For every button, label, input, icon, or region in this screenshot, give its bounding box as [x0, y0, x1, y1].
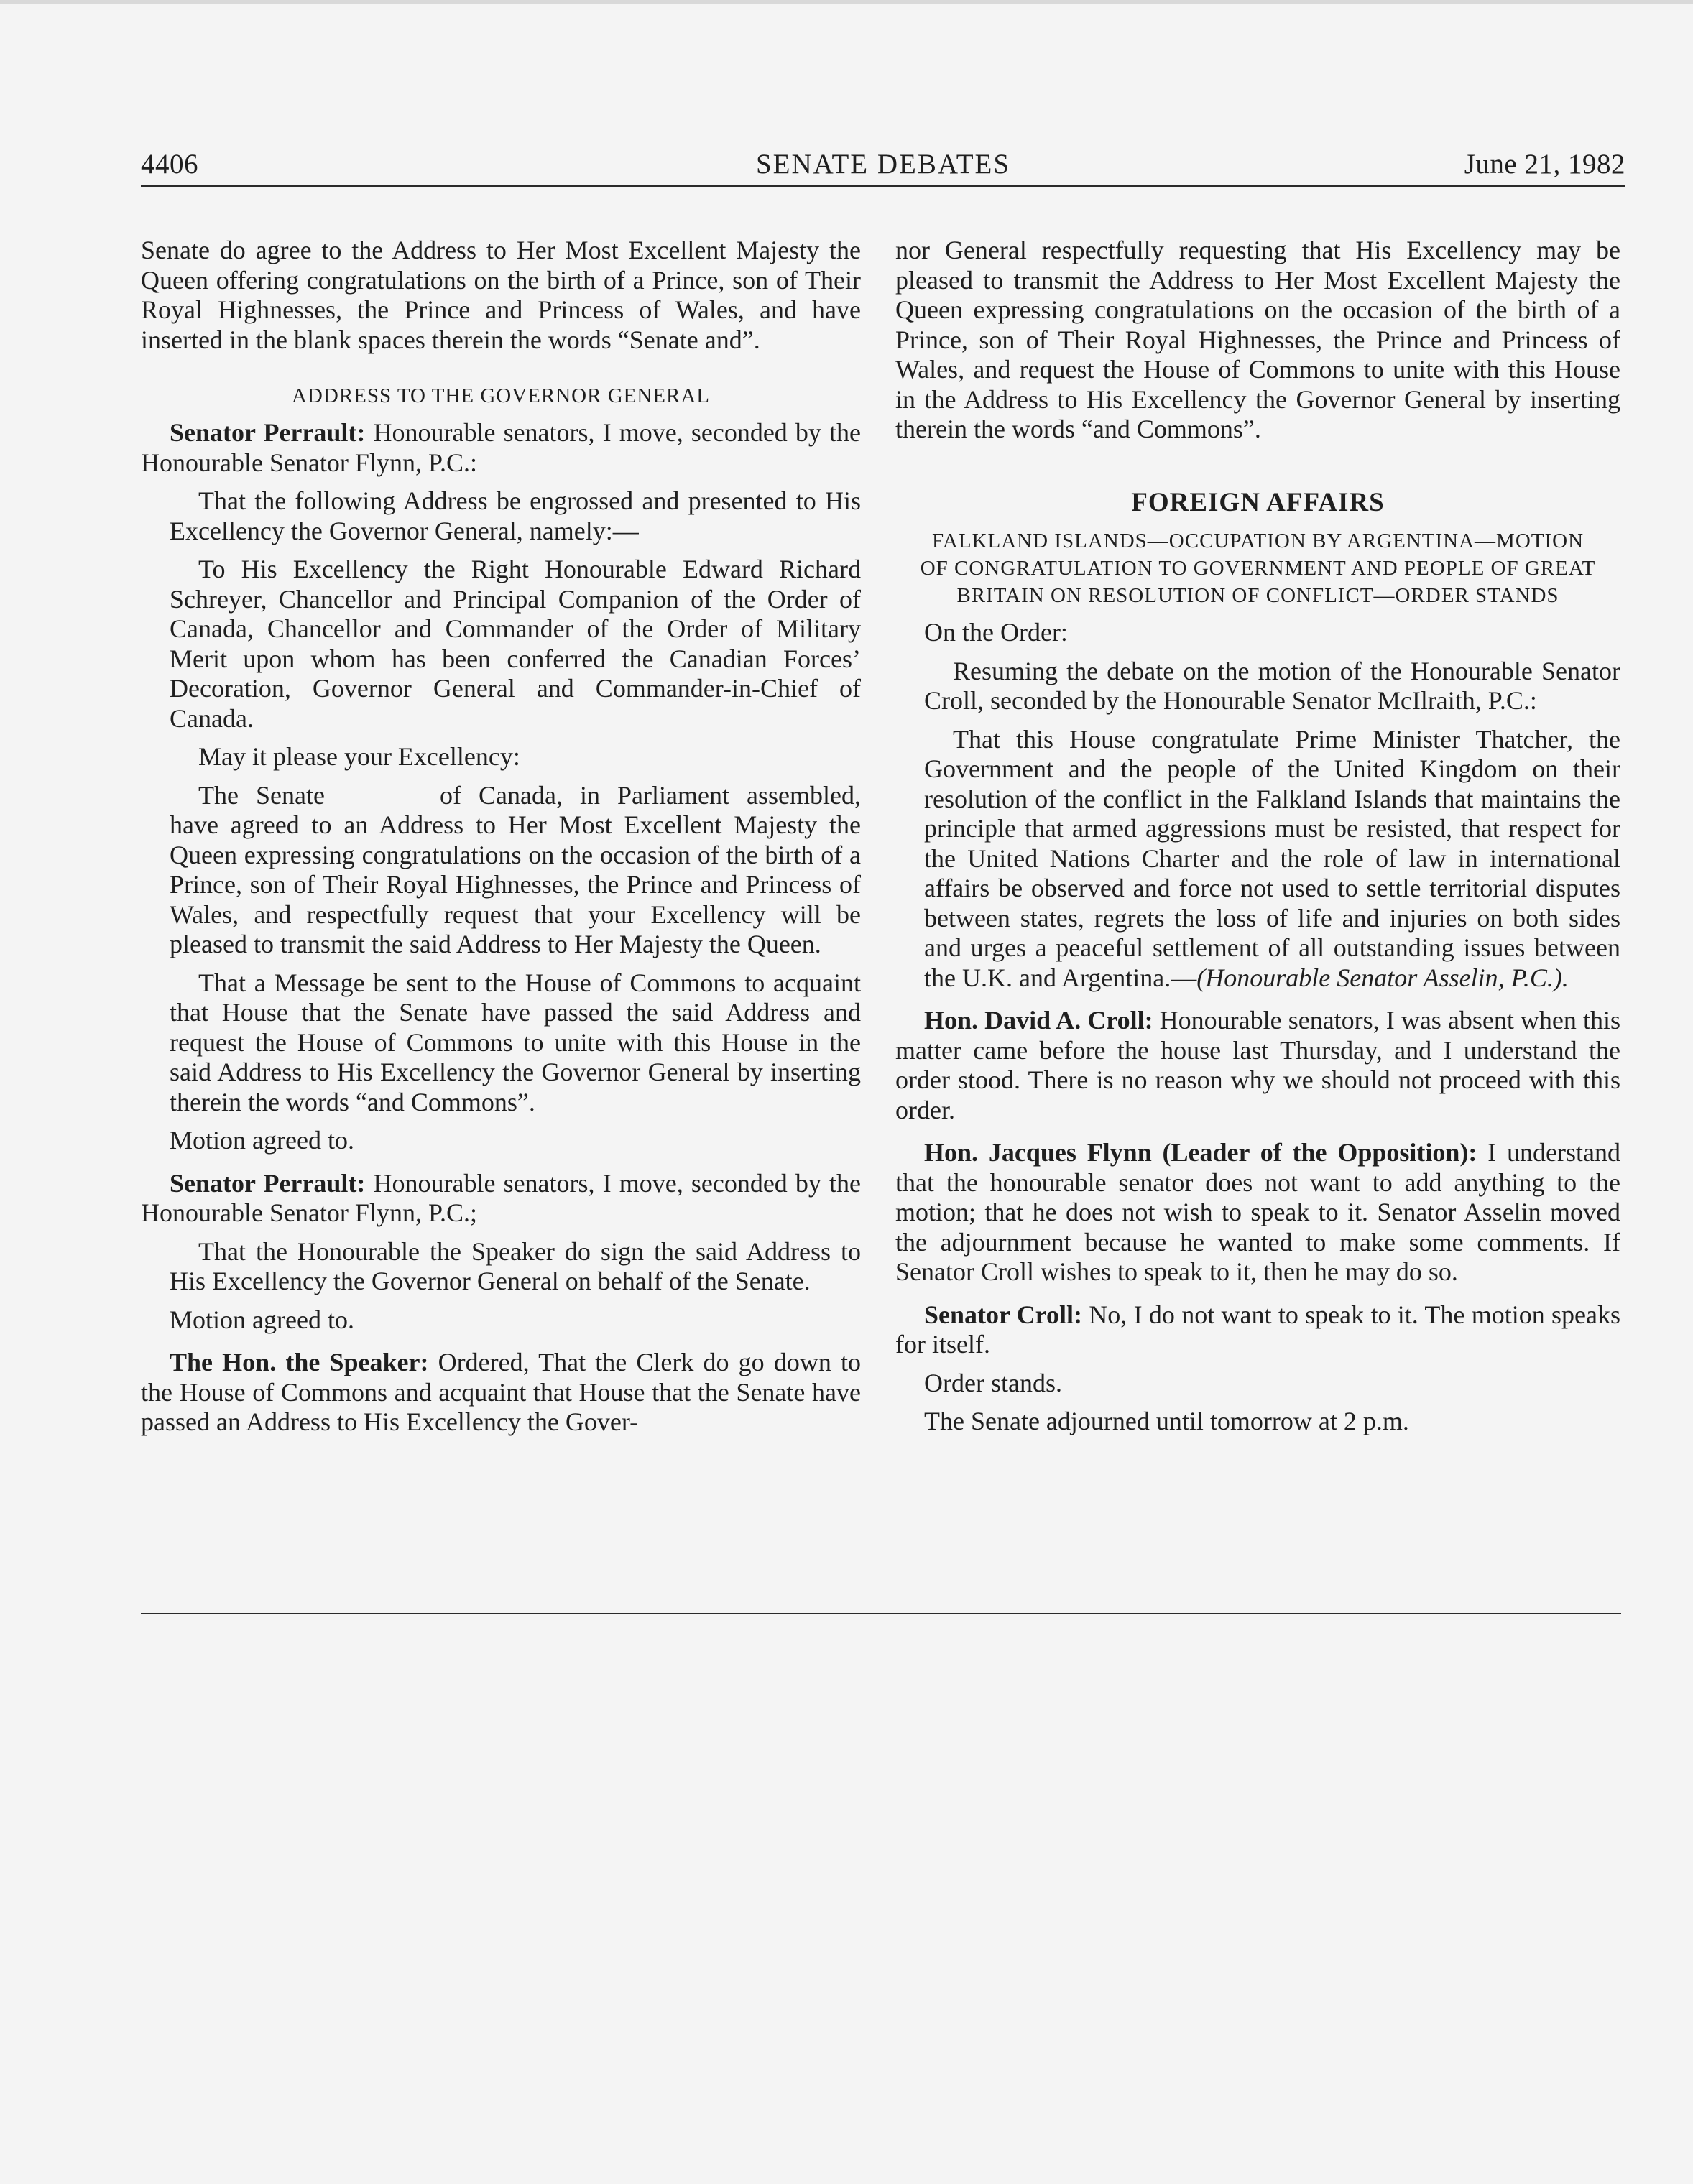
speech-paragraph [895, 1300, 1620, 1360]
speech-paragraph [895, 1138, 1620, 1287]
footer-rule [141, 1613, 1621, 1614]
section-subheading: ADDRESS TO THE GOVERNOR GENERAL [291, 384, 711, 407]
motion-attribution: (Honourable Senator Asselin, P.C.). [1196, 963, 1569, 992]
speech-text: Honourable senators, I move, seconded by the Honourable Senator Flynn, P.C.; [141, 1168, 862, 1227]
resuming-debate: Resuming the debate on the motion of the Honourable Senator Croll, seconded by the Honourable Senator McIlraith, P.C.: [924, 656, 1620, 715]
left-column [141, 236, 861, 1438]
speech-paragraph [141, 1169, 861, 1228]
order-label: On the Order: [924, 618, 1068, 647]
quoted-text: of Canada, in Parliament assembled, have agreed to an Address to Her Most Excellent Majesty the Queen expressing congratulations on the occasion of the birth of a Prince, son of Their Royal Highnesses, the Prince and Princess of Wales, and respectfully request that your Excellency will be pleased to transmit the said Address to Her Majesty the Queen. [170, 780, 861, 958]
speech-text: Ordered, That the Clerk do go down to the House of Commons and acquaint that House that the Senate have passed an Address to His Excellency the Gover- [141, 1348, 861, 1436]
motion-result: Motion agreed to. [170, 1305, 354, 1334]
quoted-address: To His Excellency the Right Honourable Edward Richard Schreyer, Chancellor and Principal Companion of the Order of Canada, Chancellor and Commander of the Order of Military Merit upon whom has been conferred the Canadian Forces’ Decoration, Governor General and Commander-in-Chief of Canada. [170, 555, 861, 733]
speech-paragraph [895, 1006, 1620, 1125]
running-title: SENATE DEBATES [755, 149, 1011, 180]
motion-text: That this House congratulate Prime Minister Thatcher, the Government and the people of the United Kingdom on their resolution of the conflict in the Falkland Islands that maintains the principle that armed aggressions must be resisted, that respect for the United Nations Charter and the role of law in international affairs be observed and force not used to settle territorial disputes between states, regrets the loss of life and injuries on both sides and urges a peaceful settlement of all outstanding issues between the U.K. and Argentina.— [924, 724, 1620, 992]
page-header [141, 148, 1625, 184]
speaker-name: Senator Perrault: [170, 1168, 366, 1198]
speaker-name: Hon. David A. Croll: [924, 1006, 1153, 1035]
speech-paragraph [141, 418, 861, 478]
speaker-name: Hon. Jacques Flynn (Leader of the Opposition): [924, 1138, 1477, 1167]
issue-date: June 21, 1982 [1464, 149, 1625, 180]
order-stands: Order stands. [924, 1368, 1062, 1397]
speech-text: I understand that the honourable senator does not want to add anything to the motion; that he does not wish to speak to it. Senator Asselin moved the adjournment because he wanted to make some comments. If Senator Croll wishes to speak to it, then he may do so. [895, 1138, 1620, 1286]
speech-text: No, I do not want to speak to it. The motion speaks for itself. [895, 1300, 1621, 1359]
speaker-name: Senator Croll: [924, 1300, 1082, 1329]
page-top-edge [0, 0, 1693, 4]
order-subheading [895, 527, 1620, 609]
quoted-address-body [170, 781, 861, 960]
right-column [895, 236, 1620, 1437]
subheading-line: BRITAIN ON RESOLUTION OF CONFLICT—ORDER STANDS [956, 584, 1559, 607]
page-number: 4406 [141, 149, 198, 180]
subheading-line: FALKLAND ISLANDS—OCCUPATION BY ARGENTINA—MOTION [931, 529, 1584, 552]
speech-paragraph [141, 1348, 861, 1438]
subheading-line: OF CONGRATULATION TO GOVERNMENT AND PEOPLE OF GREAT [920, 557, 1596, 580]
continuation-paragraph: nor General respectfully requesting that His Excellency may be pleased to transmit the Address to Her Most Excellent Majesty the Queen expressing congratulations on the occasion of the birth of a Prince, son of Their Royal Highnesses, the Prince and Princess of Wales, and request the House of Commons to unite with this House in the Address to His Excellency the Governor General by inserting therein the words “and Commons”. [895, 236, 1620, 443]
quoted-motion: That the Honourable the Speaker do sign the said Address to His Excellency the Governor General on behalf of the Senate. [170, 1236, 861, 1295]
quoted-salutation: May it please your Excellency: [198, 742, 520, 771]
opening-paragraph: Senate do agree to the Address to Her Most Excellent Majesty the Queen offering congratulations on the birth of a Prince, son of Their Royal Highnesses, the Prince and Princess of Wales, and have inserted in the blank spaces therein the words “Senate and”. [141, 236, 861, 354]
speaker-name: The Hon. the Speaker: [170, 1348, 429, 1376]
quoted-motion [924, 725, 1620, 994]
quoted-text: The Senate [198, 780, 325, 810]
adjournment-notice: The Senate adjourned until tomorrow at 2 p.m. [924, 1407, 1409, 1435]
header-rule [141, 185, 1625, 187]
speech-text: Honourable senators, I was absent when this matter came before the house last Thursday, and I understand the order stood. There is no reason why we should not proceed with this order. [895, 1006, 1620, 1124]
quoted-motion: That the following Address be engrossed and presented to His Excellency the Governor General, namely:— [170, 486, 861, 545]
speaker-name: Senator Perrault: [170, 418, 366, 447]
section-heading: FOREIGN AFFAIRS [1131, 487, 1385, 517]
speech-text: Honourable senators, I move, seconded by the Honourable Senator Flynn, P.C.: [141, 418, 862, 477]
quoted-message: That a Message be sent to the House of Commons to acquaint that House that the Senate have passed the said Address and request the House of Commons to unite with this House in the said Address to His Excellency the Governor General by inserting therein the words “and Commons”. [170, 968, 861, 1116]
motion-result: Motion agreed to. [170, 1126, 354, 1155]
